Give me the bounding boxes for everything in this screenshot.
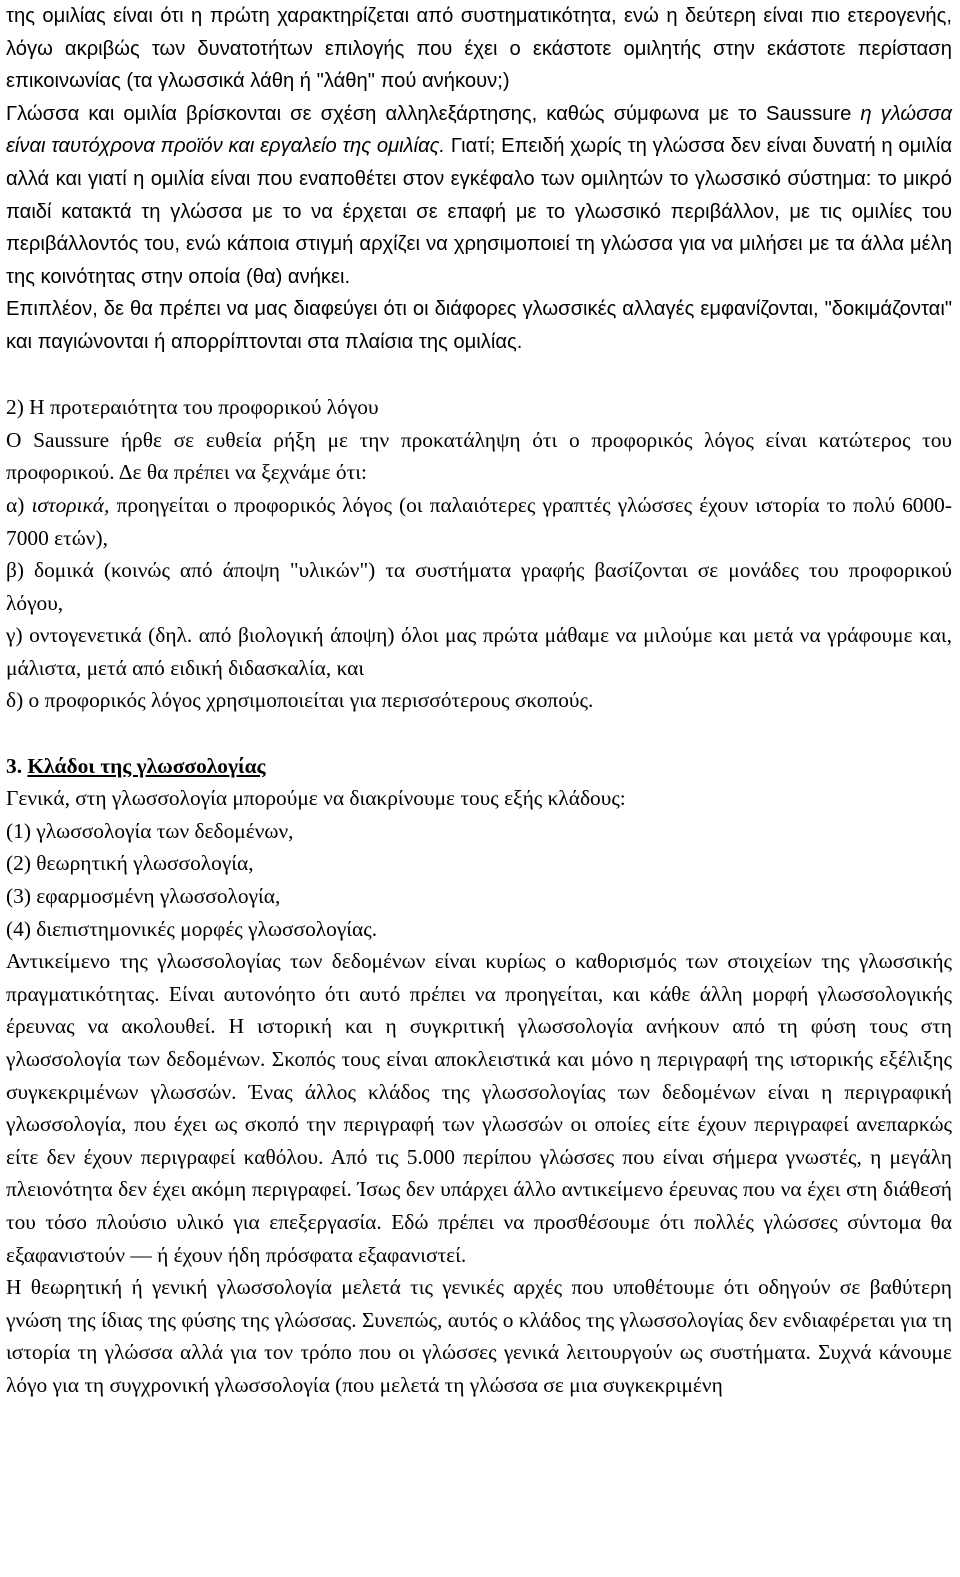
paragraph-data-linguistics [6,945,952,1271]
item-italic: ιστορικά, [31,492,110,517]
spacer [6,717,952,750]
paragraph-changes [6,293,952,358]
section-note: Δε θα πρέπει να ξεχνάμε ότι: [118,460,367,485]
section-title: 2) Η προτεραιότητα του προφορικού λόγου [6,395,379,420]
list-item-c [6,619,952,684]
paragraph-text: της ομιλίας είναι ότι η πρώτη χαρακτηρίζεται από συστηματικότητα, ενώ η δεύτερη είναι πιο ετερογενής, λόγω ακριβώς των δυνατοτήτων επιλογής που έχει ο εκάστοτε ομιλητής στην εκάστοτε περίσταση επικοινωνίας (τα γλωσσικά λάθη ή "λάθη" πού ανήκουν;) [6,5,952,93]
section-title: Κλάδοι της γλωσσολογίας [27,753,266,778]
branch-list-item: (3) εφαρμοσμένη γλωσσολογία, [6,884,281,909]
item-text: δ) ο προφορικός λόγος χρησιμοποιείται για περισσότερους σκοπούς. [6,688,594,713]
paragraph-text: Επιπλέον, δε θα πρέπει να μας διαφεύγει ότι οι διάφορες γλωσσικές αλλαγές εμφανίζονται, "δοκιμάζονται" και παγιώνονται ή απορρίπτονται στα πλαίσια της ομιλίας. [6,298,952,353]
item-text: προηγείται ο προφορικός λόγος (οι παλαιότερες γραπτές γλώσσες έχουν ιστορία το πολύ 6000-7000 ετών), [6,492,953,550]
branch-list-item: (4) διεπιστημονικές μορφές γλωσσολογίας. [6,916,378,941]
spacer [6,359,952,392]
paragraph-speech-vs-language [6,0,952,98]
item-text: γ) οντογενετικά (δηλ. από βιολογική άποψη) όλοι μας πρώτα μάθαμε να μιλούμε και μετά να γράφουμε και, μάλιστα, μετά από ειδική διδασκαλία, και [6,623,952,680]
section-intro: Γενικά, στη γλωσσολογία μπορούμε να διακρίνουμε τους εξής κλάδους: [6,786,626,811]
section-heading [6,750,952,783]
italic-quote: η γλώσσα είναι ταυτόχρονα προϊόν και εργαλείο της ομιλίας. [6,102,952,158]
item-text: β) δομικά (κοινώς από άποψη "υλικών") τα συστήματα γραφής βασίζονται σε μονάδες του προφορικού λόγου, [6,558,952,615]
paragraph-text: Αντικείμενο της γλωσσολογίας των δεδομένων είναι κυρίως ο καθορισμός των στοιχείων της γλωσσικής πραγματικότητας. Είναι αυτονόητο ότι αυτό πρέπει να προηγείται, και κάθε άλλη μορφή γλωσσολογικής έρευνας να ακολουθεί. Η ιστορική και η συγκριτική γλωσσολογία ανήκουν από τη φύση τους στη γλωσσολογία των δεδομένων. Σκοπός τους είναι αποκλειστικά και μόνο η περιγραφή της ιστορικής εξέλιξης συγκεκριμένων γλωσσών. Ένας άλλος κλάδος της γλωσσολογίας των δεδομένων είναι η περιγραφική γλωσσολογία, που έχει ως σκοπό την περιγραφή των γλωσσών οι οποίες είτε έχουν περιγραφεί ανεπαρκώς είτε δεν έχουν περιγραφεί καθόλου. Από τις 5.000 περίπου γλώσσες που είναι σήμερα γνωστές, η μεγάλη πλειονότητα δεν έχει ακόμη περιγραφεί. Ίσως δεν υπάρχει άλλο αντικείμενο έρευνας που να έχει στη διάθεσή του τόσο πλούσιο υλικό για επεξεργασία. Εδώ πρέπει να προσθέσουμε ότι πολλές γλώσσες σύντομα θα εξαφανιστούν ― ή έχουν ήδη πρόσφατα εξαφανιστεί. [6,949,952,1267]
paragraph-intro: Γλώσσα και ομιλία βρίσκονται σε σχέση αλληλεξάρτησης, καθώς σύμφωνα με το Saussure [6,102,852,125]
item-prefix: α) [6,492,25,517]
list-item-d [6,684,952,717]
branch-list-item: (1) γλωσσολογία των δεδομένων, [6,818,294,843]
section-oral-priority [6,391,952,717]
section-linguistics-branches [6,750,952,1402]
paragraph-theoretical-linguistics [6,1271,952,1401]
section-intro [6,424,952,489]
list-item-b [6,554,952,619]
section-intro-text: Ο Saussure ήρθε σε ευθεία ρήξη με την προκατάληψη ότι ο προφορικός λόγος είναι κατώτερος του προφορικού. [6,427,952,485]
document-page [6,0,952,1402]
paragraph-text: Η θεωρητική ή γενική γλωσσολογία μελετά τις γενικές αρχές που υποθέτουμε ότι οδηγούν σε βαθύτερη γνώση της ίδιας της φύσης της γλώσσας. Συνεπώς, αυτός ο κλάδος της γλωσσολογίας δεν ενδιαφέρεται για τη ιστορία τη γλώσσα αλλά για τον τρόπο που οι γλώσσες γενικά λειτουργούν ως συστήματα. Συχνά κάνουμε λόγο για τη συγχρονική γλωσσολογία (που μελετά τη γλώσσα σε μια συγκεκριμένη [6,1275,952,1397]
section-number: 3. [6,753,23,778]
branch-list-item: (2) θεωρητική γλωσσολογία, [6,851,254,876]
list-item-a [6,489,952,554]
paragraph-interdependence [6,98,952,294]
paragraph-body: Γιατί; Επειδή χωρίς τη γλώσσα δεν είναι δυνατή η ομιλία αλλά και γιατί η ομιλία είναι που εναποθέτει στον εγκέφαλο των ομιλητών το γλωσσικό σύστημα: το μικρό παιδί κατακτά τη γλώσσα με το να έρχεται σε επαφή με το γλωσσικό περιβάλλον, με τις ομιλίες του περιβάλλοντός του, ενώ κάποια στιγμή αρχίζει να χρησιμοποιεί τη γλώσσα για να μιλήσει με τα άλλα μέλη της κοινότητας στην οποία (θα) ανήκει. [6,135,953,288]
